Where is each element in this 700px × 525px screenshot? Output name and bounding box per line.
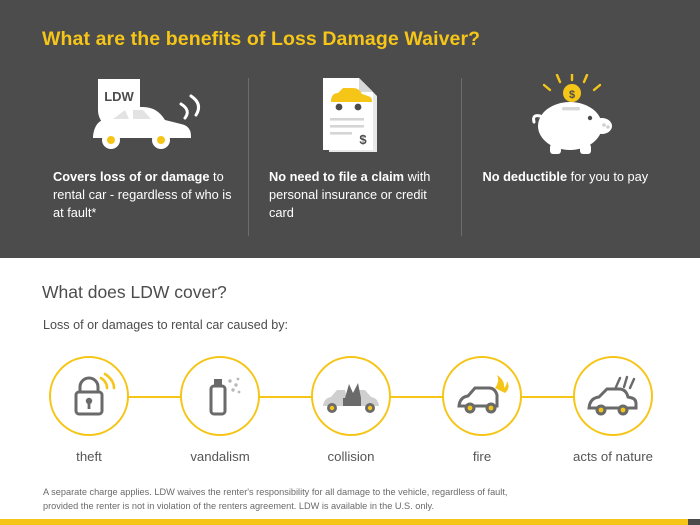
benefit-bold-no-claim: No need to file a claim (268, 169, 405, 184)
car-fire-icon (451, 368, 513, 424)
benefit-item-no-claim (249, 72, 463, 244)
svg-text:$: $ (359, 132, 367, 147)
coverage-label-fire: fire (472, 449, 492, 464)
benefit-rest-covers-loss: to rental car - regardless of who is at fault* (53, 169, 232, 221)
coverage-circle-fire (442, 356, 522, 436)
coverage-item-theft (34, 356, 144, 464)
coverage-panel (0, 258, 700, 525)
benefit-rest-no-claim: with personal insurance or credit card (268, 169, 431, 221)
benefits-panel (0, 0, 700, 258)
footnote (43, 486, 657, 514)
section-caption: Loss of or damages to rental car caused by: (43, 318, 289, 332)
claim-document-icon (263, 72, 449, 164)
car-hail-icon (582, 368, 644, 424)
footnote-line-2: provided the renter is not in violation of the renters agreement. LDW is available in the U.S. only. (43, 500, 435, 511)
collision-cars-icon (319, 368, 383, 424)
benefit-text-no-claim (263, 168, 449, 222)
piggy-bank-coin-icon (476, 72, 662, 164)
footnote-line-1: A separate charge applies. LDW waives the renter's responsibility for all damage to the vehicle, regardless of fault, (43, 487, 508, 497)
section-title: What does LDW cover? (42, 282, 227, 302)
coverage-label-vandalism: vandalism (190, 449, 250, 464)
coverage-circle-vandalism (180, 356, 260, 436)
coverage-label-acts-of-nature: acts of nature (573, 449, 653, 464)
accent-bar-cap (688, 519, 700, 525)
accent-bottom-bar (0, 519, 700, 525)
benefit-rest-no-deductible: for you to pay (567, 169, 649, 184)
coverage-item-fire (427, 356, 537, 464)
benefit-item-covers-loss (28, 72, 249, 244)
coverage-row (34, 356, 668, 476)
benefit-bold-covers-loss: Covers loss of or damage (53, 169, 210, 184)
svg-text:LDW: LDW (104, 89, 135, 104)
benefit-text-no-deductible (476, 168, 662, 186)
benefit-text-covers-loss (42, 168, 235, 222)
coverage-circle-theft (49, 356, 129, 436)
coverage-label-collision: collision (327, 449, 375, 464)
theft-alarm-lock-icon (61, 368, 117, 424)
benefit-item-no-deductible (462, 72, 676, 244)
ldw-car-icon (42, 72, 235, 164)
coverage-label-theft: theft (76, 449, 102, 464)
coverage-circle-acts-of-nature (573, 356, 653, 436)
coverage-items (34, 356, 668, 464)
coverage-circle-collision (311, 356, 391, 436)
svg-text:$: $ (569, 89, 576, 101)
benefit-bold-no-deductible: No deductible (482, 169, 568, 184)
spray-can-icon (192, 368, 248, 424)
benefits-row (28, 72, 676, 244)
page-title: What are the benefits of Loss Damage Waiver? (42, 28, 481, 50)
coverage-item-acts-of-nature (558, 356, 668, 464)
coverage-item-vandalism (165, 356, 275, 464)
coverage-item-collision (296, 356, 406, 464)
